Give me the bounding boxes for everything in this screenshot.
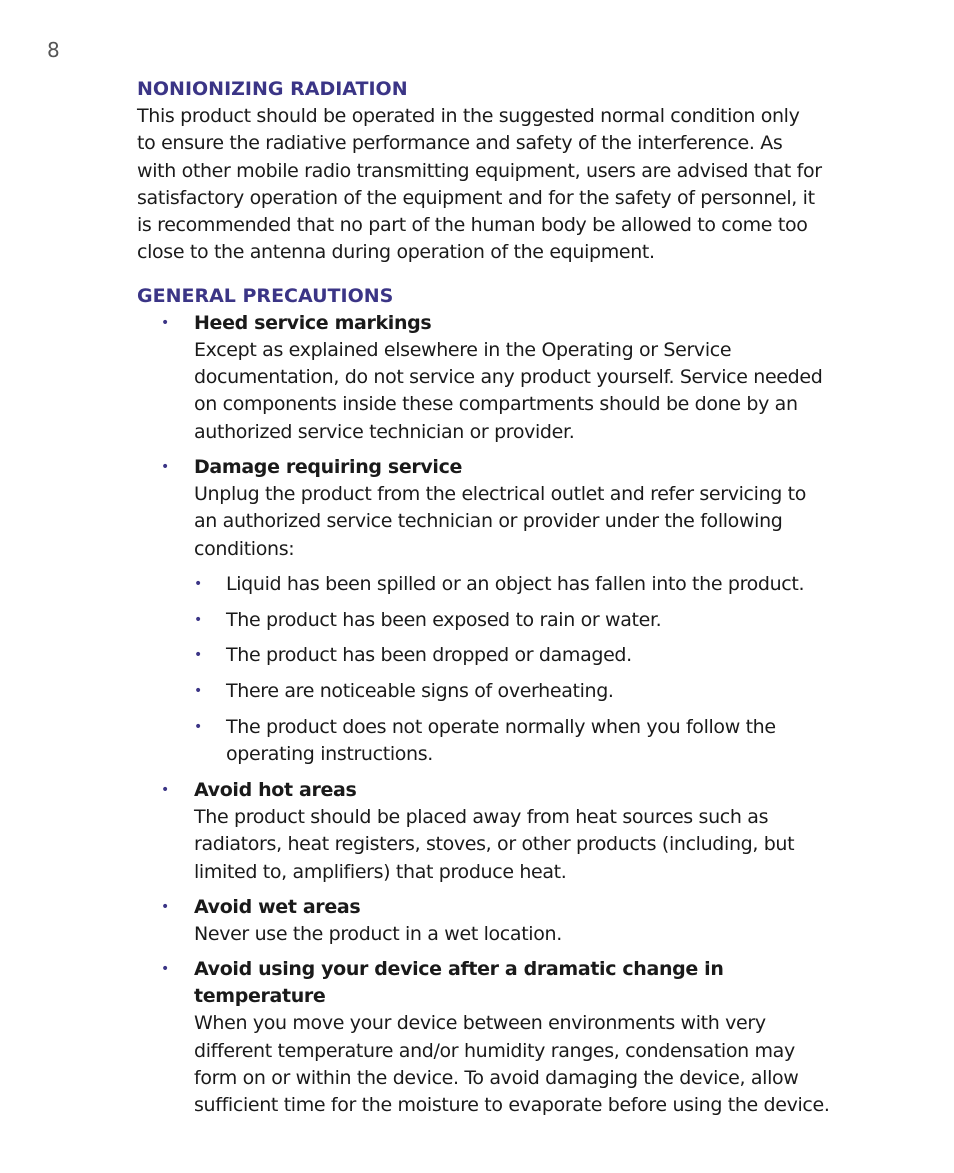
nonionizing-radiation-section bbox=[137, 76, 857, 267]
bullet-icon: • bbox=[194, 611, 202, 628]
item-title: Avoid hot areas bbox=[194, 779, 357, 802]
text-line: form on or within the device. To avoid damaging the device, allow bbox=[194, 1066, 799, 1089]
sub-list-item bbox=[194, 678, 857, 705]
list-item bbox=[137, 777, 857, 886]
text-line: Never use the product in a wet location. bbox=[194, 923, 562, 946]
text-line: operating instructions. bbox=[226, 743, 433, 766]
text-line: The product does not operate normally when you follow the bbox=[226, 716, 776, 739]
bullet-icon: • bbox=[161, 961, 170, 978]
list-item bbox=[137, 454, 857, 769]
text-line: The product should be placed away from heat sources such as bbox=[194, 806, 769, 829]
text-line: authorized service technician or provider. bbox=[194, 420, 575, 443]
text-line: The product has been dropped or damaged. bbox=[226, 644, 632, 667]
text-line: different temperature and/or humidity ranges, condensation may bbox=[194, 1039, 795, 1062]
text-line: radiators, heat registers, stoves, or other products (including, but bbox=[194, 833, 795, 856]
bullet-icon: • bbox=[194, 647, 202, 664]
sub-list-item bbox=[194, 714, 857, 769]
section-paragraph bbox=[137, 103, 857, 267]
text-line: with other mobile radio transmitting equipment, users are advised that for bbox=[137, 159, 822, 182]
precautions-list bbox=[137, 310, 857, 1120]
sub-list-item bbox=[194, 642, 857, 669]
general-precautions-section bbox=[137, 283, 857, 1120]
sub-list-item bbox=[194, 607, 857, 634]
item-title: Heed service markings bbox=[194, 311, 432, 334]
item-title: Avoid wet areas bbox=[194, 896, 361, 919]
bullet-icon: • bbox=[161, 782, 170, 799]
bullet-icon: • bbox=[194, 575, 202, 592]
bullet-icon: • bbox=[161, 899, 170, 916]
text-line: close to the antenna during operation of the equipment. bbox=[137, 241, 655, 264]
text-line: Unplug the product from the electrical outlet and refer servicing to bbox=[194, 482, 807, 505]
text-line: Liquid has been spilled or an object has fallen into the product. bbox=[226, 572, 805, 595]
text-line: sufficient time for the moisture to evaporate before using the device. bbox=[194, 1094, 830, 1117]
list-item bbox=[137, 894, 857, 948]
item-body bbox=[194, 481, 857, 563]
text-line: conditions: bbox=[194, 537, 295, 560]
text-line: an authorized service technician or provider under the following bbox=[194, 510, 783, 533]
page-content bbox=[137, 76, 857, 1128]
text-line: on components inside these compartments should be done by an bbox=[194, 393, 798, 416]
text-line: There are noticeable signs of overheating. bbox=[226, 680, 614, 703]
list-item bbox=[137, 310, 857, 446]
text-line: Except as explained elsewhere in the Operating or Service bbox=[194, 338, 732, 361]
item-body bbox=[194, 1010, 857, 1119]
text-line: The product has been exposed to rain or water. bbox=[226, 608, 662, 631]
item-body bbox=[194, 804, 857, 886]
item-title: Damage requiring service bbox=[194, 455, 463, 478]
page-number: 8 bbox=[47, 38, 60, 62]
item-title: Avoid using your device after a dramatic change in temperature bbox=[194, 958, 724, 1008]
text-line: This product should be operated in the suggested normal condition only bbox=[137, 105, 800, 127]
bullet-icon: • bbox=[194, 683, 202, 700]
text-line: limited to, amplifiers) that produce heat. bbox=[194, 860, 567, 883]
text-line: satisfactory operation of the equipment and for the safety of personnel, it bbox=[137, 186, 815, 209]
bullet-icon: • bbox=[161, 314, 170, 331]
list-item bbox=[137, 956, 857, 1119]
item-body bbox=[194, 337, 857, 446]
bullet-icon: • bbox=[194, 719, 202, 736]
text-line: documentation, do not service any product yourself. Service needed bbox=[194, 366, 823, 389]
text-line: When you move your device between environments with very bbox=[194, 1012, 766, 1035]
conditions-list bbox=[194, 571, 857, 769]
sub-list-item bbox=[194, 571, 857, 598]
item-body bbox=[194, 921, 857, 948]
section-heading: NONIONIZING RADIATION bbox=[137, 78, 408, 100]
bullet-icon: • bbox=[161, 458, 170, 475]
section-heading: GENERAL PRECAUTIONS bbox=[137, 284, 394, 307]
text-line: is recommended that no part of the human body be allowed to come too bbox=[137, 214, 808, 237]
text-line: to ensure the radiative performance and safety of the interference. As bbox=[137, 132, 783, 155]
